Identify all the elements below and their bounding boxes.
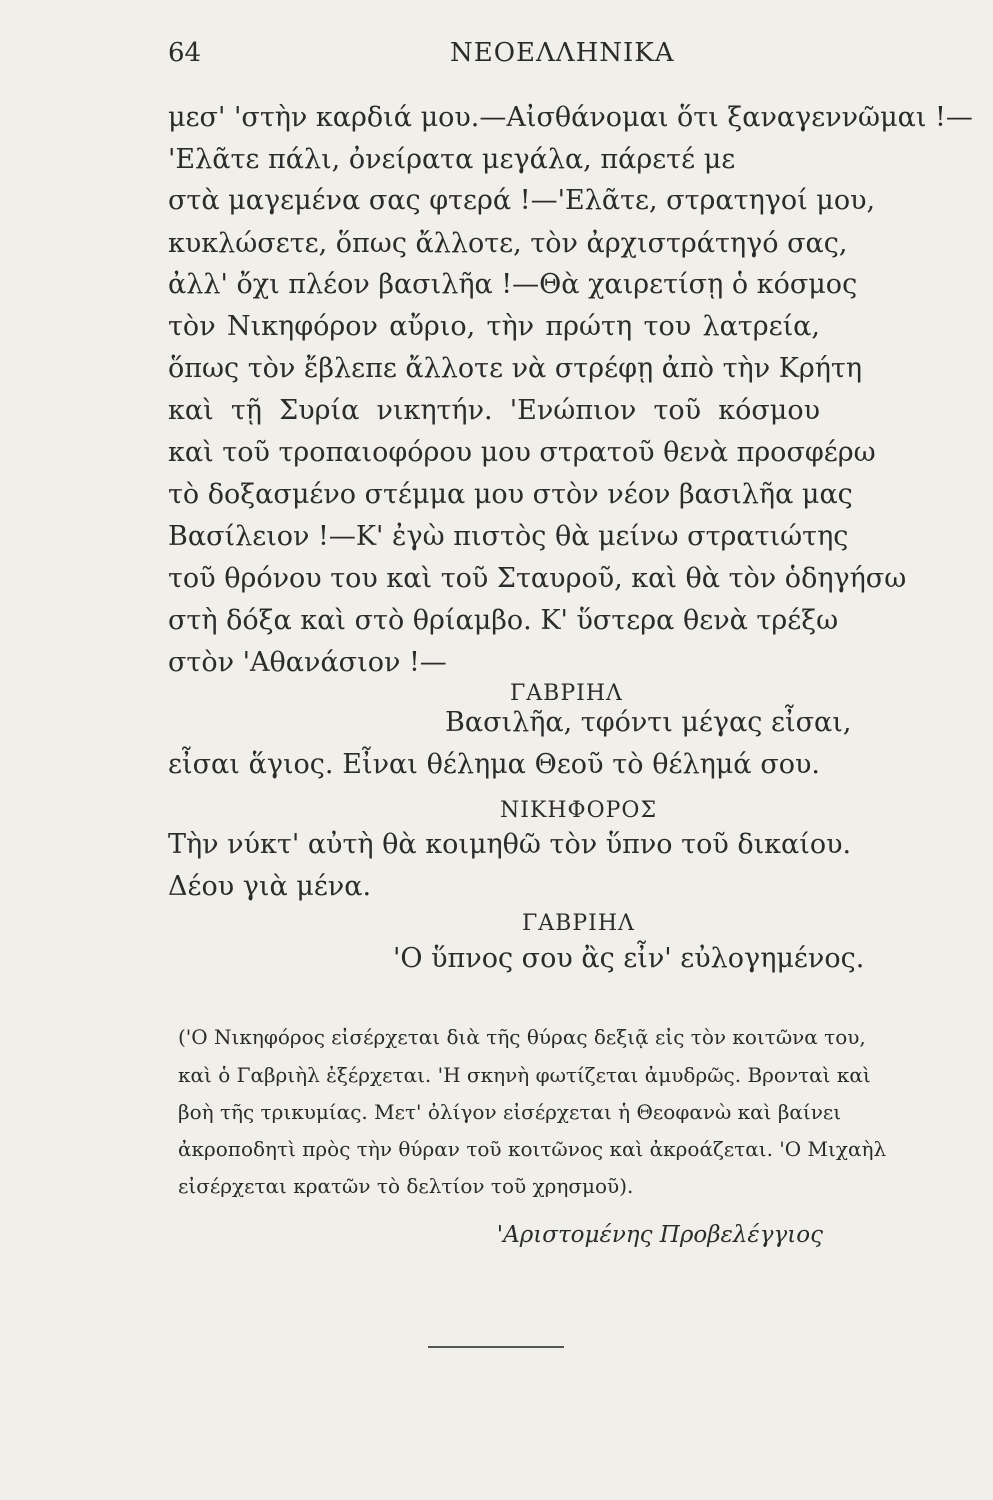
- verse-line: 'Ο ὕπνος σου ἂς εἶν' εὐλογημένος.: [393, 943, 865, 974]
- speaker-name: ΝΙΚΗΦΟΡΟΣ: [500, 798, 658, 823]
- stage-direction-line: εἰσέρχεται κρατῶν τὸ δελτίον τοῦ χρησμοῦ).: [178, 1174, 634, 1198]
- verse-line: Τὴν νύκτ' αὐτὴ θὰ κοιμηθῶ τὸν ὕπνο τοῦ δικαίου.: [168, 829, 852, 860]
- running-title: ΝΕΟΕΛΛΗΝΙΚΑ: [450, 38, 675, 68]
- verse-line: στὰ μαγεμένα σας φτερά !—'Ελᾶτε, στρατηγοί μου,: [168, 185, 876, 216]
- verse-line: καὶ τοῦ τροπαιοφόρου μου στρατοῦ θενὰ προσφέρω: [168, 437, 876, 468]
- page-number: 64: [168, 38, 202, 68]
- verse-line: τὸ δοξασμένο στέμμα μου στὸν νέον βασιλῆα μας: [168, 479, 853, 510]
- speaker-name: ΓΑΒΡΙΗΛ: [522, 911, 635, 936]
- verse-line: Βασίλειον !—Κ' ἐγὼ πιστὸς θὰ μείνω στρατιώτης: [168, 521, 849, 552]
- verse-line: μεσ' 'στὴν καρδιά μου.—Αἰσθάνομαι ὅτι ξαναγεννῶμαι !—: [168, 102, 973, 133]
- verse-line: εἶσαι ἅγιος. Εἶναι θέλημα Θεοῦ τὸ θέλημά σου.: [168, 749, 820, 780]
- verse-line: ὅπως τὸν ἔβλεπε ἄλλοτε νὰ στρέφῃ ἀπὸ τὴν Κρήτη: [168, 353, 863, 384]
- verse-line: καὶ τῇ Συρία νικητήν. 'Ενώπιον τοῦ κόσμου: [168, 395, 820, 426]
- verse-line: ἀλλ' ὄχι πλέον βασιλῆα !—Θὰ χαιρετίσῃ ὁ κόσμος: [168, 269, 858, 300]
- stage-direction-line: βοὴ τῆς τρικυμίας. Μετ' ὀλίγον εἰσέρχεται ἡ Θεοφανὼ καὶ βαίνει: [178, 1100, 842, 1124]
- page-header: [168, 38, 728, 78]
- verse-line: Βασιλῆα, τφόντι μέγας εἶσαι,: [445, 707, 852, 738]
- verse-line: τὸν Νικηφόρον αὔριο, τὴν πρώτη του λατρεία,: [168, 311, 820, 342]
- stage-direction-line: καὶ ὁ Γαβριὴλ ἐξέρχεται. 'Η σκηνὴ φωτίζεται ἀμυδρῶς. Βρονταὶ καὶ: [178, 1063, 871, 1087]
- verse-line: στὸν 'Αθανάσιον !—: [168, 647, 447, 678]
- verse-line: κυκλώσετε, ὅπως ἄλλοτε, τὸν ἀρχιστράτηγό σας,: [168, 228, 848, 259]
- verse-line: 'Ελᾶτε πάλι, ὀνείρατα μεγάλα, πάρετέ με: [168, 144, 736, 175]
- verse-line: Δέου γιὰ μένα.: [168, 871, 372, 902]
- author-signature: 'Αριστομένης Προβελέγγιος: [496, 1222, 823, 1248]
- stage-direction-line: ἀκροποδητὶ πρὸς τὴν θύραν τοῦ κοιτῶνος καὶ ἀκροάζεται. 'Ο Μιχαὴλ: [178, 1137, 887, 1161]
- speaker-name: ΓΑΒΡΙΗΛ: [510, 681, 623, 706]
- verse-line: στὴ δόξα καὶ στὸ θρίαμβο. Κ' ὕστερα θενὰ τρέξω: [168, 605, 839, 636]
- stage-direction-line: ('Ο Νικηφόρος εἰσέρχεται διὰ τῆς θύρας δεξιᾷ εἰς τὸν κοιτῶνα του,: [178, 1025, 866, 1049]
- verse-line: τοῦ θρόνου του καὶ τοῦ Σταυροῦ, καὶ θὰ τὸν ὁδηγήσω: [168, 563, 907, 594]
- end-rule: [428, 1346, 564, 1348]
